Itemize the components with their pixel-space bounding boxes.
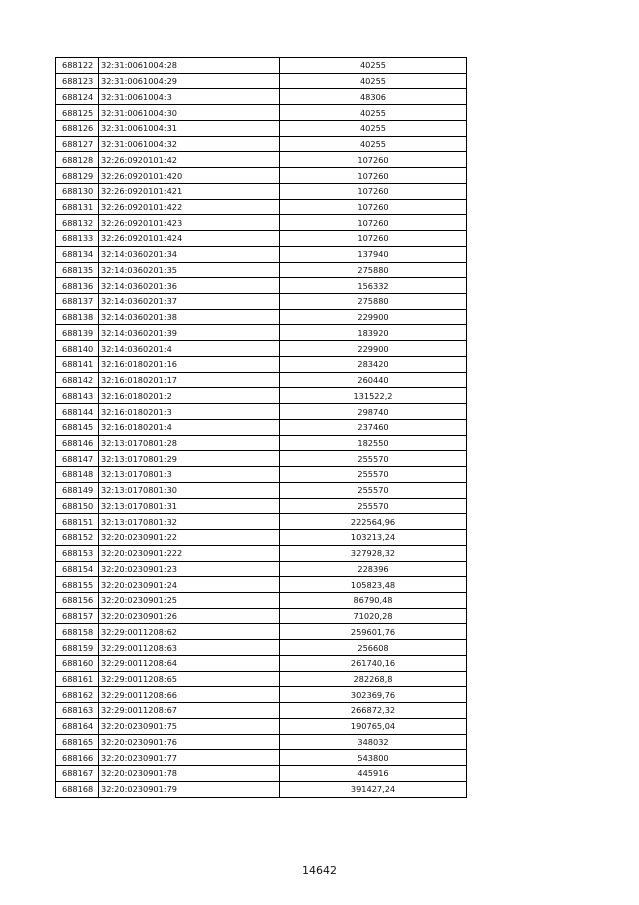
table-row [56, 718, 467, 734]
row-number-cell: 688136 [56, 278, 99, 294]
value-cell: 107260 [280, 215, 467, 231]
table-row [56, 530, 467, 546]
cadastral-number-cell: 32:26:0920101:423 [99, 215, 280, 231]
cadastral-number-cell: 32:14:0360201:37 [99, 294, 280, 310]
cadastral-number-cell: 32:13:0170801:30 [99, 482, 280, 498]
table-row [56, 136, 467, 152]
table-row [56, 89, 467, 105]
table-row [56, 73, 467, 89]
cadastral-number-cell: 32:20:0230901:22 [99, 530, 280, 546]
table-row [56, 655, 467, 671]
cadastral-number-cell: 32:13:0170801:31 [99, 498, 280, 514]
row-number-cell: 688130 [56, 183, 99, 199]
table-row [56, 120, 467, 136]
table-row [56, 309, 467, 325]
row-number-cell: 688156 [56, 592, 99, 608]
cadastral-number-cell: 32:29:0011208:66 [99, 687, 280, 703]
table-row [56, 608, 467, 624]
row-number-cell: 688138 [56, 309, 99, 325]
table-row [56, 561, 467, 577]
cadastral-number-cell: 32:31:0061004:28 [99, 58, 280, 74]
row-number-cell: 688145 [56, 419, 99, 435]
row-number-cell: 688166 [56, 750, 99, 766]
value-cell: 283420 [280, 356, 467, 372]
row-number-cell: 688158 [56, 624, 99, 640]
table-row [56, 703, 467, 719]
row-number-cell: 688152 [56, 530, 99, 546]
row-number-cell: 688129 [56, 168, 99, 184]
row-number-cell: 688128 [56, 152, 99, 168]
row-number-cell: 688160 [56, 655, 99, 671]
cadastral-number-cell: 32:16:0180201:16 [99, 356, 280, 372]
cadastral-number-cell: 32:16:0180201:4 [99, 419, 280, 435]
row-number-cell: 688164 [56, 718, 99, 734]
value-cell: 156332 [280, 278, 467, 294]
row-number-cell: 688134 [56, 246, 99, 262]
row-number-cell: 688141 [56, 356, 99, 372]
row-number-cell: 688146 [56, 435, 99, 451]
row-number-cell: 688127 [56, 136, 99, 152]
value-cell: 131522,2 [280, 388, 467, 404]
table-row [56, 356, 467, 372]
cadastral-number-cell: 32:16:0180201:2 [99, 388, 280, 404]
cadastral-number-cell: 32:26:0920101:422 [99, 199, 280, 215]
row-number-cell: 688143 [56, 388, 99, 404]
value-cell: 40255 [280, 105, 467, 121]
cadastral-number-cell: 32:14:0360201:36 [99, 278, 280, 294]
value-cell: 261740,16 [280, 655, 467, 671]
row-number-cell: 688132 [56, 215, 99, 231]
table-row [56, 325, 467, 341]
cadastral-number-cell: 32:20:0230901:222 [99, 545, 280, 561]
cadastral-number-cell: 32:26:0920101:424 [99, 231, 280, 247]
table-row [56, 687, 467, 703]
cadastral-number-cell: 32:14:0360201:4 [99, 341, 280, 357]
value-cell: 222564,96 [280, 514, 467, 530]
table-row [56, 341, 467, 357]
table-row [56, 435, 467, 451]
cadastral-number-cell: 32:13:0170801:3 [99, 467, 280, 483]
value-cell: 183920 [280, 325, 467, 341]
value-cell: 256608 [280, 640, 467, 656]
value-cell: 229900 [280, 309, 467, 325]
cadastral-number-cell: 32:26:0920101:42 [99, 152, 280, 168]
row-number-cell: 688137 [56, 294, 99, 310]
value-cell: 40255 [280, 58, 467, 74]
value-cell: 348032 [280, 734, 467, 750]
cadastral-number-cell: 32:20:0230901:79 [99, 781, 280, 797]
table-row [56, 231, 467, 247]
cadastral-number-cell: 32:29:0011208:64 [99, 655, 280, 671]
row-number-cell: 688144 [56, 404, 99, 420]
cadastral-number-cell: 32:14:0360201:38 [99, 309, 280, 325]
cadastral-number-cell: 32:13:0170801:32 [99, 514, 280, 530]
table-row [56, 419, 467, 435]
table-row [56, 467, 467, 483]
value-cell: 182550 [280, 435, 467, 451]
value-cell: 40255 [280, 73, 467, 89]
cadastral-number-cell: 32:16:0180201:3 [99, 404, 280, 420]
table-row [56, 58, 467, 74]
value-cell: 237460 [280, 419, 467, 435]
value-cell: 107260 [280, 199, 467, 215]
table-row [56, 482, 467, 498]
cadastral-number-cell: 32:20:0230901:25 [99, 592, 280, 608]
cadastral-number-cell: 32:31:0061004:29 [99, 73, 280, 89]
value-cell: 229900 [280, 341, 467, 357]
table-row [56, 183, 467, 199]
table-row [56, 514, 467, 530]
value-cell: 260440 [280, 372, 467, 388]
row-number-cell: 688159 [56, 640, 99, 656]
value-cell: 86790,48 [280, 592, 467, 608]
row-number-cell: 688123 [56, 73, 99, 89]
value-cell: 107260 [280, 231, 467, 247]
value-cell: 107260 [280, 152, 467, 168]
value-cell: 71020,28 [280, 608, 467, 624]
row-number-cell: 688148 [56, 467, 99, 483]
value-cell: 255570 [280, 451, 467, 467]
row-number-cell: 688126 [56, 120, 99, 136]
row-number-cell: 688165 [56, 734, 99, 750]
value-cell: 40255 [280, 120, 467, 136]
row-number-cell: 688161 [56, 671, 99, 687]
page-number: 14642 [302, 864, 337, 877]
value-cell: 190765,04 [280, 718, 467, 734]
cadastral-number-cell: 32:20:0230901:76 [99, 734, 280, 750]
row-number-cell: 688150 [56, 498, 99, 514]
value-cell: 107260 [280, 183, 467, 199]
cadastral-number-cell: 32:31:0061004:3 [99, 89, 280, 105]
table-row [56, 734, 467, 750]
row-number-cell: 688162 [56, 687, 99, 703]
cadastral-number-cell: 32:29:0011208:67 [99, 703, 280, 719]
row-number-cell: 688142 [56, 372, 99, 388]
cadastral-number-cell: 32:31:0061004:32 [99, 136, 280, 152]
value-cell: 255570 [280, 482, 467, 498]
row-number-cell: 688168 [56, 781, 99, 797]
table-row [56, 766, 467, 782]
row-number-cell: 688163 [56, 703, 99, 719]
cadastral-number-cell: 32:29:0011208:65 [99, 671, 280, 687]
table-row [56, 199, 467, 215]
cadastral-number-cell: 32:14:0360201:35 [99, 262, 280, 278]
table-row [56, 278, 467, 294]
table-row [56, 215, 467, 231]
cadastral-number-cell: 32:14:0360201:39 [99, 325, 280, 341]
value-cell: 48306 [280, 89, 467, 105]
row-number-cell: 688131 [56, 199, 99, 215]
value-cell: 298740 [280, 404, 467, 420]
table-row [56, 246, 467, 262]
row-number-cell: 688124 [56, 89, 99, 105]
row-number-cell: 688155 [56, 577, 99, 593]
value-cell: 302369,76 [280, 687, 467, 703]
row-number-cell: 688154 [56, 561, 99, 577]
row-number-cell: 688153 [56, 545, 99, 561]
value-cell: 543800 [280, 750, 467, 766]
table-row [56, 372, 467, 388]
cadastral-value-table [55, 57, 467, 798]
table-row [56, 592, 467, 608]
row-number-cell: 688149 [56, 482, 99, 498]
row-number-cell: 688122 [56, 58, 99, 74]
table-row [56, 577, 467, 593]
cadastral-number-cell: 32:26:0920101:420 [99, 168, 280, 184]
table-row [56, 262, 467, 278]
cadastral-number-cell: 32:29:0011208:62 [99, 624, 280, 640]
cadastral-number-cell: 32:13:0170801:28 [99, 435, 280, 451]
table-row [56, 388, 467, 404]
table-row [56, 404, 467, 420]
table-body [56, 58, 467, 798]
row-number-cell: 688133 [56, 231, 99, 247]
row-number-cell: 688135 [56, 262, 99, 278]
table-row [56, 168, 467, 184]
cadastral-number-cell: 32:13:0170801:29 [99, 451, 280, 467]
cadastral-number-cell: 32:20:0230901:77 [99, 750, 280, 766]
table-row [56, 105, 467, 121]
cadastral-number-cell: 32:20:0230901:23 [99, 561, 280, 577]
cadastral-number-cell: 32:20:0230901:78 [99, 766, 280, 782]
cadastral-number-cell: 32:20:0230901:26 [99, 608, 280, 624]
value-cell: 137940 [280, 246, 467, 262]
value-cell: 255570 [280, 467, 467, 483]
value-cell: 275880 [280, 294, 467, 310]
row-number-cell: 688139 [56, 325, 99, 341]
value-cell: 228396 [280, 561, 467, 577]
value-cell: 275880 [280, 262, 467, 278]
cadastral-number-cell: 32:29:0011208:63 [99, 640, 280, 656]
value-cell: 103213,24 [280, 530, 467, 546]
row-number-cell: 688147 [56, 451, 99, 467]
value-cell: 327928,32 [280, 545, 467, 561]
row-number-cell: 688151 [56, 514, 99, 530]
row-number-cell: 688125 [56, 105, 99, 121]
value-cell: 40255 [280, 136, 467, 152]
value-cell: 282268,8 [280, 671, 467, 687]
value-cell: 105823,48 [280, 577, 467, 593]
table-row [56, 750, 467, 766]
cadastral-number-cell: 32:31:0061004:30 [99, 105, 280, 121]
cadastral-number-cell: 32:20:0230901:24 [99, 577, 280, 593]
table-row [56, 545, 467, 561]
table-row [56, 152, 467, 168]
value-cell: 266872,32 [280, 703, 467, 719]
value-cell: 259601,76 [280, 624, 467, 640]
row-number-cell: 688167 [56, 766, 99, 782]
table-row [56, 451, 467, 467]
value-cell: 107260 [280, 168, 467, 184]
cadastral-number-cell: 32:26:0920101:421 [99, 183, 280, 199]
table-row [56, 498, 467, 514]
value-cell: 391427,24 [280, 781, 467, 797]
table-row [56, 624, 467, 640]
cadastral-number-cell: 32:31:0061004:31 [99, 120, 280, 136]
table-row [56, 671, 467, 687]
table-row [56, 294, 467, 310]
value-cell: 445916 [280, 766, 467, 782]
cadastral-number-cell: 32:20:0230901:75 [99, 718, 280, 734]
row-number-cell: 688140 [56, 341, 99, 357]
table-row [56, 640, 467, 656]
cadastral-number-cell: 32:16:0180201:17 [99, 372, 280, 388]
value-cell: 255570 [280, 498, 467, 514]
table-row [56, 781, 467, 797]
cadastral-number-cell: 32:14:0360201:34 [99, 246, 280, 262]
row-number-cell: 688157 [56, 608, 99, 624]
